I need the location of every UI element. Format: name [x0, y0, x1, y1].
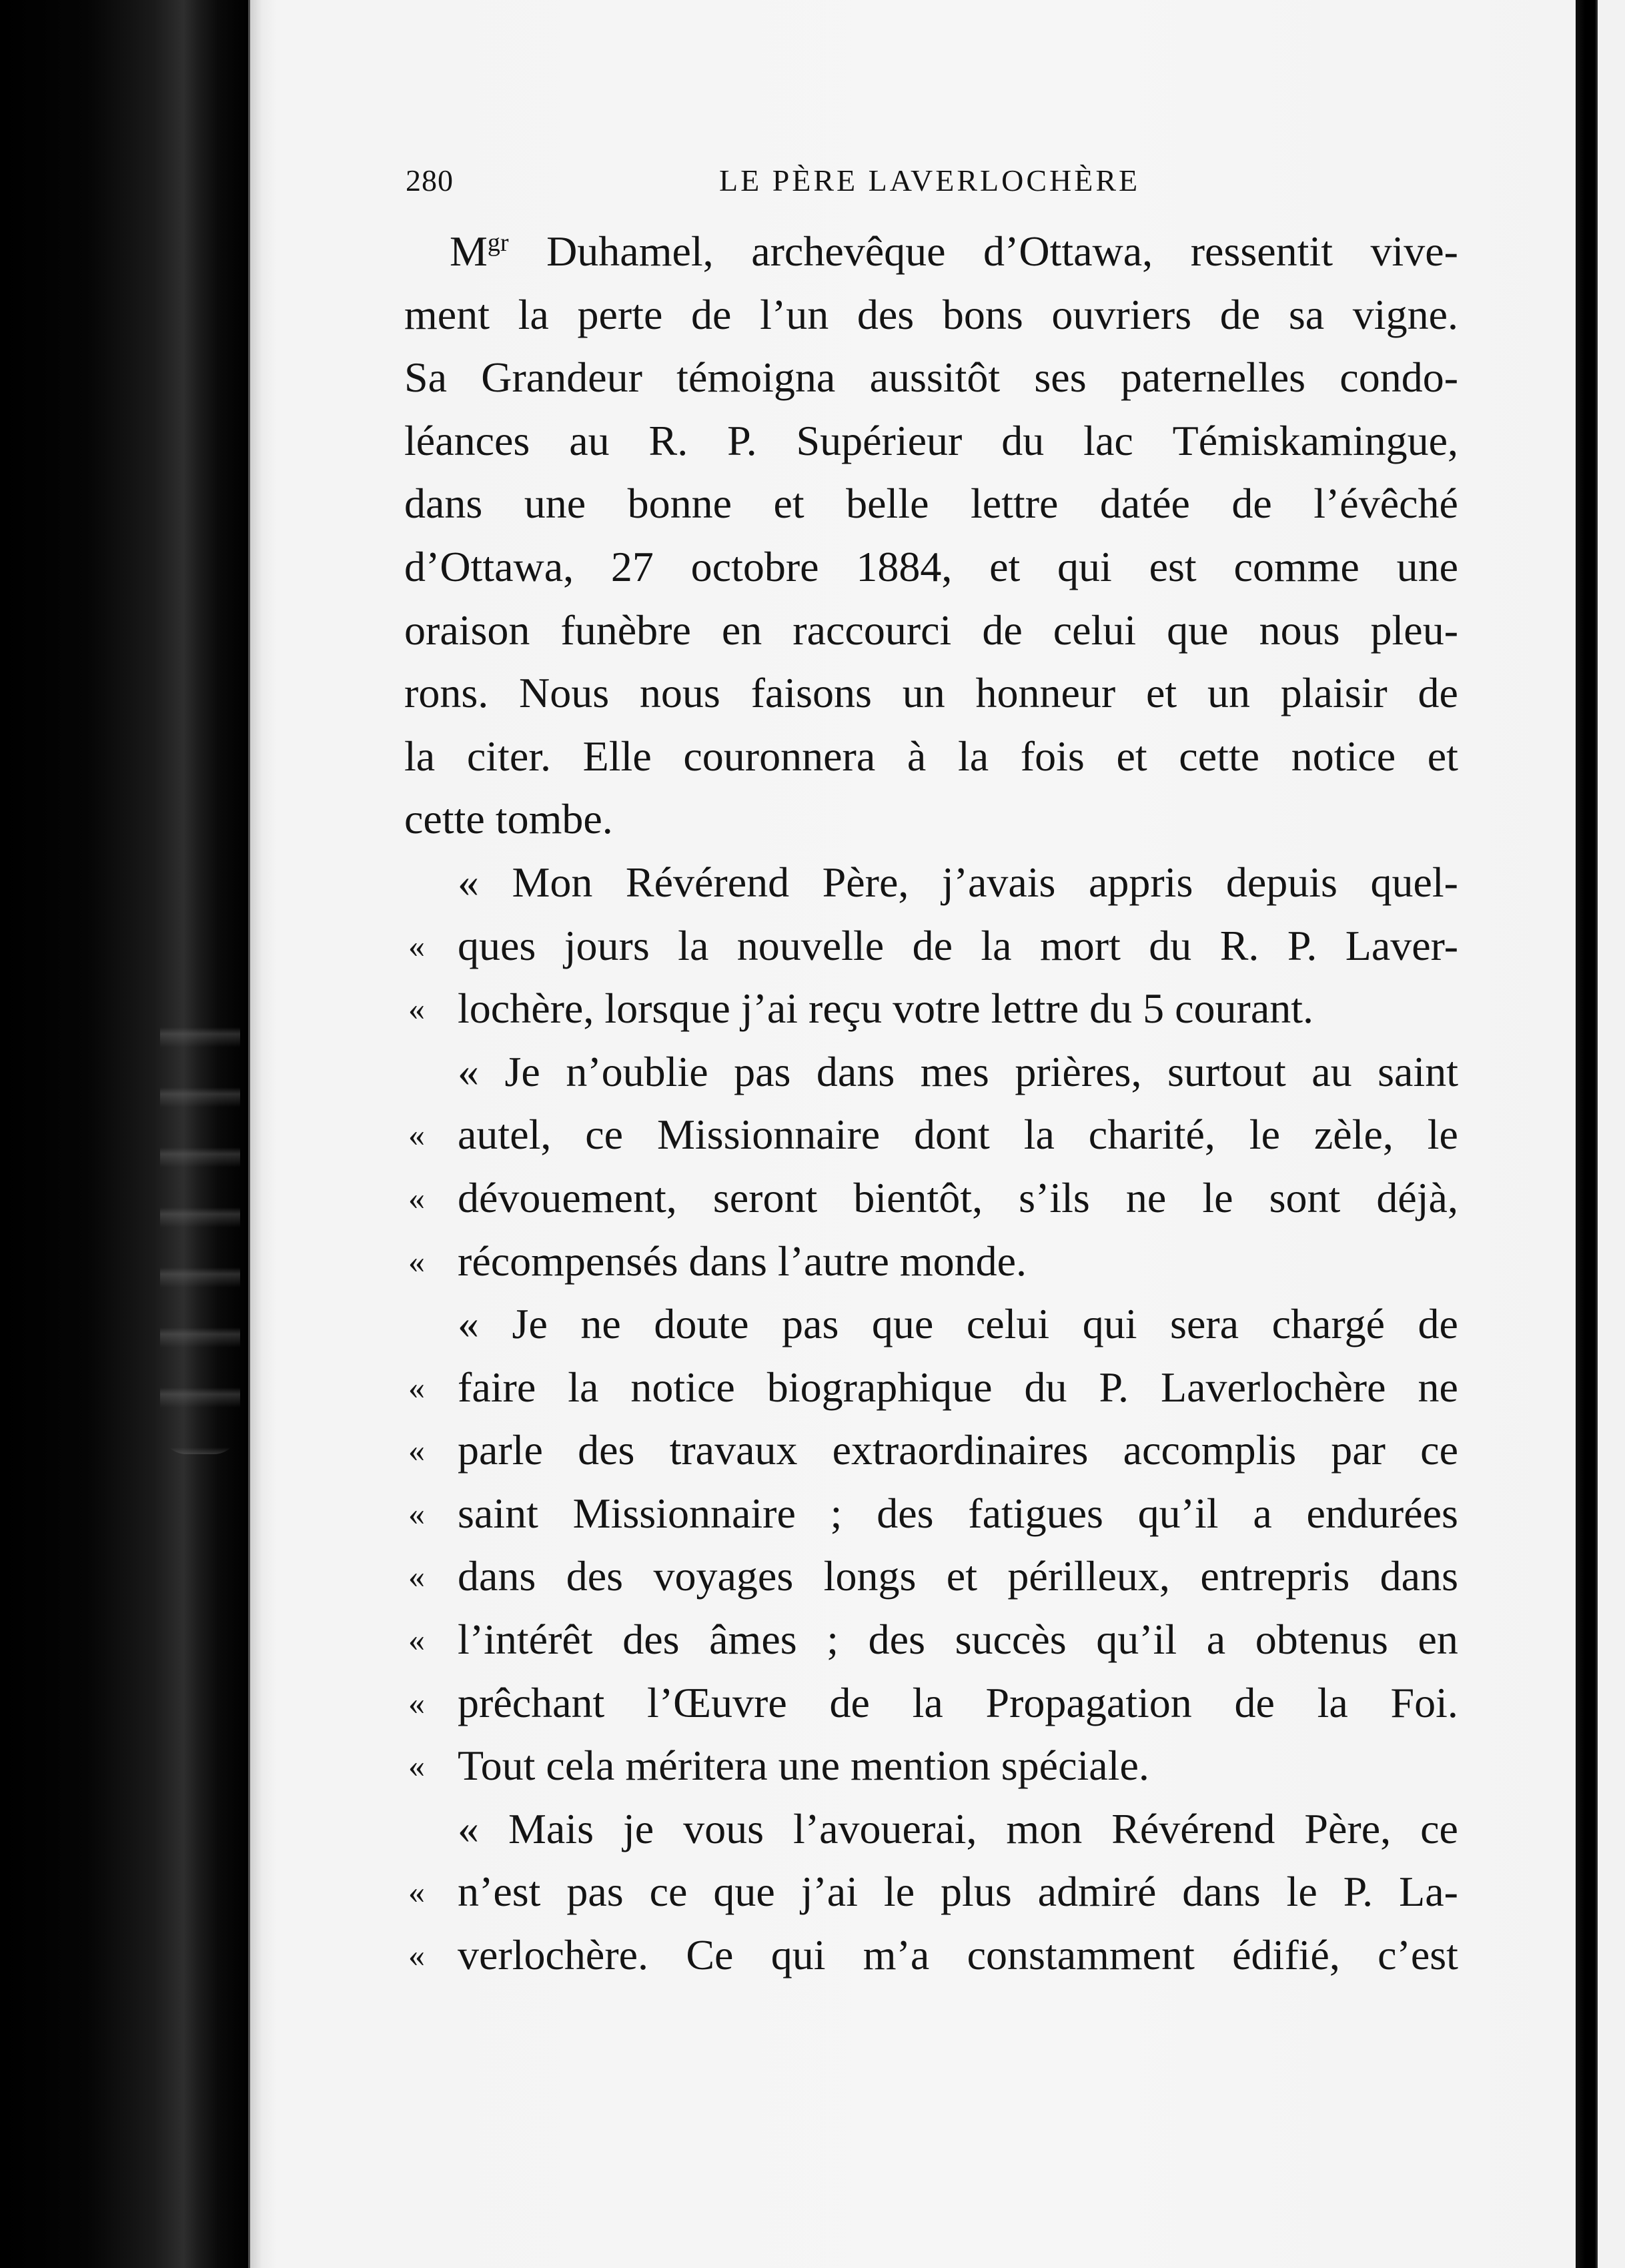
word: dans — [1182, 1868, 1261, 1916]
word: Supérieur — [796, 416, 963, 464]
word: octobre — [690, 542, 819, 590]
word: vous — [683, 1804, 764, 1852]
line-text: Tout cela méritera une mention spéciale. — [458, 1742, 1149, 1790]
text-line — [404, 284, 1458, 347]
word: lac — [1083, 416, 1133, 464]
word: Laver- — [1345, 921, 1458, 969]
word: aussitôt — [869, 354, 1001, 402]
word: succès — [955, 1616, 1067, 1664]
abbrev-prefix: M — [450, 227, 488, 275]
word: Foi. — [1390, 1678, 1458, 1726]
quote-mark: « — [408, 1242, 425, 1280]
word: la — [957, 732, 989, 780]
word: bons — [942, 290, 1023, 338]
word: condo- — [1339, 354, 1458, 402]
word: m’a — [863, 1931, 930, 1979]
word: appris — [1088, 858, 1193, 906]
word: des — [868, 1616, 925, 1664]
word: nous — [1259, 606, 1340, 654]
text-line — [404, 1230, 1458, 1293]
word: parle — [458, 1426, 543, 1474]
text-line — [404, 725, 1458, 788]
word: Témiskamingue, — [1172, 416, 1458, 464]
word: ressentit — [1190, 227, 1333, 275]
word: du — [1149, 921, 1192, 969]
word: Grandeur — [481, 354, 642, 402]
word: cette — [1179, 732, 1260, 780]
word: dévouement, — [458, 1173, 677, 1221]
text-line — [404, 1103, 1458, 1167]
word: le — [1202, 1173, 1233, 1221]
word: Laverlochère — [1160, 1363, 1386, 1411]
word: autel, — [458, 1111, 552, 1159]
quote-mark: « — [408, 1116, 425, 1154]
word: Révérend — [1111, 1804, 1275, 1852]
word: témoigna — [676, 354, 836, 402]
word: zèle, — [1313, 1111, 1394, 1159]
word: oraison — [404, 606, 530, 654]
word: des — [877, 1489, 934, 1537]
word: des — [578, 1426, 635, 1474]
word: pas — [782, 1300, 839, 1348]
word: que — [871, 1300, 934, 1348]
word: « — [458, 1047, 479, 1095]
word: la — [1317, 1678, 1348, 1726]
word: dans — [458, 1552, 536, 1600]
quote-mark: « — [408, 1558, 425, 1596]
word: au — [569, 416, 610, 464]
word: bientôt, — [853, 1173, 983, 1221]
word: seront — [712, 1173, 818, 1221]
text-line — [404, 1041, 1458, 1104]
word: qui — [770, 1931, 826, 1979]
word: ; — [827, 1616, 839, 1664]
line-text: récompensés dans l’autre monde. — [458, 1237, 1027, 1285]
word: léances — [404, 416, 530, 464]
word: mes — [920, 1047, 989, 1095]
word: d’Ottawa, — [404, 542, 574, 590]
word: prières, — [1015, 1047, 1142, 1095]
word: ; — [830, 1489, 843, 1537]
text-line — [404, 788, 1458, 851]
word: des — [622, 1616, 680, 1664]
text-line — [404, 472, 1458, 536]
word: qui — [1082, 1300, 1137, 1348]
text-line — [404, 346, 1458, 410]
quote-mark: « — [408, 1873, 425, 1911]
word: qu’il — [1137, 1489, 1219, 1537]
word: j’avais — [941, 858, 1056, 906]
word: la — [678, 921, 709, 969]
word: et — [1145, 669, 1177, 717]
word: Missionnaire — [656, 1111, 881, 1159]
word: que — [1167, 606, 1229, 654]
word: par — [1331, 1426, 1386, 1474]
word: à — [907, 732, 927, 780]
word: P. — [1099, 1363, 1129, 1411]
word: et — [1427, 732, 1458, 780]
word: « — [458, 1300, 479, 1348]
page-number: 280 — [406, 163, 454, 197]
word: la — [568, 1363, 599, 1411]
word: un — [902, 669, 945, 717]
word: nous — [639, 669, 720, 717]
word: Propagation — [985, 1678, 1192, 1726]
word: 27 — [610, 542, 654, 590]
word: plus — [941, 1868, 1012, 1916]
word: fois — [1020, 732, 1085, 780]
word: ne — [1418, 1363, 1458, 1411]
word: mon — [1006, 1804, 1083, 1852]
word: édifié, — [1232, 1931, 1340, 1979]
word: fatigues — [968, 1489, 1103, 1537]
word: Mon — [512, 858, 593, 906]
word: P. — [727, 416, 757, 464]
word: mort — [1040, 921, 1121, 969]
word: notice — [630, 1363, 735, 1411]
word: l’intérêt — [458, 1616, 593, 1664]
word: et — [1116, 732, 1147, 780]
word: accomplis — [1123, 1426, 1297, 1474]
word: P. — [1287, 921, 1317, 969]
word: verlochère. — [458, 1931, 649, 1979]
word: R. — [648, 416, 688, 464]
word: de — [912, 921, 953, 969]
word: dans — [816, 1047, 895, 1095]
word: saint — [458, 1489, 538, 1537]
word: charité, — [1088, 1111, 1215, 1159]
running-title: LE PÈRE LAVERLOCHÈRE — [719, 163, 1141, 197]
word: quel- — [1370, 858, 1458, 906]
running-header — [406, 157, 1456, 204]
word: vigne. — [1352, 290, 1458, 338]
word: en — [721, 606, 762, 654]
word: Missionnaire — [572, 1489, 796, 1537]
word: une — [524, 480, 586, 528]
superscript: gr — [487, 229, 509, 257]
word: Mais — [508, 1804, 594, 1852]
word: en — [1418, 1616, 1458, 1664]
word: Nous — [519, 669, 610, 717]
word: Je — [512, 1300, 548, 1348]
quote-mark: « — [408, 1179, 425, 1217]
word: la — [912, 1678, 943, 1726]
word: ses — [1034, 354, 1087, 402]
word: paternelles — [1120, 354, 1306, 402]
word: perte — [577, 290, 663, 338]
word: longs — [823, 1552, 917, 1600]
word: notice — [1291, 732, 1396, 780]
word: ce — [1420, 1804, 1458, 1852]
word: endurées — [1306, 1489, 1458, 1537]
word: datée — [1099, 480, 1190, 528]
word: obtenus — [1255, 1616, 1388, 1664]
word: un — [1207, 669, 1250, 717]
word: ne — [1125, 1173, 1167, 1221]
text-line — [404, 1419, 1458, 1482]
text-line — [404, 915, 1458, 978]
word: 1884, — [856, 542, 953, 590]
word: ouvriers — [1051, 290, 1192, 338]
next-page-edge — [1596, 0, 1625, 2268]
word: s’ils — [1019, 1173, 1090, 1221]
word: des — [857, 290, 915, 338]
word: raccourci — [792, 606, 952, 654]
word: saint — [1378, 1047, 1458, 1095]
text-line — [404, 1482, 1458, 1546]
text-line — [404, 599, 1458, 662]
word: ce — [1420, 1426, 1458, 1474]
word: bonne — [627, 480, 732, 528]
word: comme — [1233, 542, 1360, 590]
word: lettre — [970, 480, 1059, 528]
word: La- — [1399, 1868, 1458, 1916]
word: pas — [566, 1868, 624, 1916]
word: ment — [404, 290, 490, 338]
word: ques — [458, 921, 536, 969]
text-line — [404, 1672, 1458, 1735]
word: déjà, — [1376, 1173, 1458, 1221]
word: celui — [1053, 606, 1137, 654]
word: admiré — [1037, 1868, 1157, 1916]
word: « — [458, 858, 479, 906]
word: n’oublie — [566, 1047, 708, 1095]
quote-mark: « — [408, 990, 425, 1028]
word: a — [1253, 1489, 1272, 1537]
line-text: lochère, lorsque j’ai reçu votre lettre du 5 courant. — [458, 985, 1313, 1033]
word: Ce — [686, 1931, 734, 1979]
text-line — [404, 1356, 1458, 1420]
word: la — [981, 921, 1012, 969]
word: faire — [458, 1363, 536, 1411]
word: la — [518, 290, 549, 338]
text-line — [404, 220, 1458, 284]
word: Je — [504, 1047, 540, 1095]
word: doute — [654, 1300, 749, 1348]
word: du — [1024, 1363, 1067, 1411]
word: de — [1219, 290, 1261, 338]
word: belle — [846, 480, 929, 528]
word: sera — [1170, 1300, 1239, 1348]
word: je — [622, 1804, 654, 1852]
word: de — [1418, 1300, 1458, 1348]
text-line — [404, 977, 1458, 1041]
word: l’un — [760, 290, 829, 338]
word: prêchant — [458, 1678, 605, 1726]
line-text: cette tombe. — [404, 795, 613, 843]
book-spine-shadow — [0, 0, 248, 2268]
word: jours — [564, 921, 650, 969]
word — [450, 220, 509, 284]
word: biographique — [766, 1363, 993, 1411]
word: travaux — [669, 1426, 798, 1474]
text-line — [404, 536, 1458, 599]
word: « — [458, 1804, 479, 1852]
word: la — [1023, 1111, 1055, 1159]
word: archevêque — [751, 227, 946, 275]
word: ce — [649, 1868, 688, 1916]
word: de — [1418, 669, 1458, 717]
word: surtout — [1167, 1047, 1286, 1095]
text-line — [404, 1798, 1458, 1861]
text-line — [404, 1860, 1458, 1924]
text-line — [404, 1734, 1458, 1798]
word: et — [773, 480, 804, 528]
word: qu’il — [1096, 1616, 1177, 1664]
word: sa — [1288, 290, 1325, 338]
word: vive- — [1370, 227, 1458, 275]
word: Père, — [1304, 1804, 1392, 1852]
word: Père, — [822, 858, 909, 906]
word: de — [1231, 480, 1272, 528]
word: l’Œuvre — [647, 1678, 787, 1726]
word: chargé — [1271, 1300, 1385, 1348]
word: plaisir — [1280, 669, 1388, 717]
quote-mark: « — [408, 1936, 425, 1974]
word: de — [982, 606, 1023, 654]
word: c’est — [1378, 1931, 1458, 1979]
word: la — [404, 732, 436, 780]
word: une — [1396, 542, 1458, 590]
text-line — [404, 1608, 1458, 1672]
word: de — [1234, 1678, 1275, 1726]
word: ne — [580, 1300, 621, 1348]
word: le — [883, 1868, 915, 1916]
word: a — [1206, 1616, 1226, 1664]
word: j’ai — [800, 1868, 858, 1916]
word: Révérend — [625, 858, 790, 906]
word: d’Ottawa, — [983, 227, 1153, 275]
word: depuis — [1225, 858, 1337, 906]
word: dont — [914, 1111, 990, 1159]
word: le — [1427, 1111, 1458, 1159]
word: l’évêché — [1313, 480, 1458, 528]
word: Sa — [404, 354, 447, 402]
word: extraordinaires — [832, 1426, 1089, 1474]
word: l’avouerai, — [793, 1804, 977, 1852]
word: couronnera — [683, 732, 876, 780]
text-line — [404, 1293, 1458, 1356]
spine-wear-marks — [160, 987, 240, 1454]
quote-mark: « — [408, 1747, 425, 1785]
text-line — [404, 1924, 1458, 1987]
quote-mark: « — [408, 1432, 425, 1470]
word: pleu- — [1370, 606, 1458, 654]
word: R. — [1219, 921, 1259, 969]
word: est — [1149, 542, 1197, 590]
word: honneur — [975, 669, 1116, 717]
word: et — [946, 1552, 977, 1600]
text-line — [404, 1167, 1458, 1230]
word: qui — [1057, 542, 1112, 590]
word: voyages — [653, 1552, 794, 1600]
word: que — [713, 1868, 775, 1916]
quote-mark: « — [408, 1494, 425, 1532]
quote-mark: « — [408, 1368, 425, 1406]
word: et — [989, 542, 1021, 590]
word: le — [1249, 1111, 1280, 1159]
quote-mark: « — [408, 927, 425, 965]
word: âmes — [709, 1616, 797, 1664]
word: P. — [1343, 1868, 1374, 1916]
word: nouvelle — [736, 921, 885, 969]
quote-mark: « — [408, 1621, 425, 1659]
word: n’est — [458, 1868, 541, 1916]
word: le — [1286, 1868, 1317, 1916]
text-line — [404, 410, 1458, 473]
word: faisons — [750, 669, 872, 717]
word: entrepris — [1200, 1552, 1350, 1600]
word: ce — [585, 1111, 624, 1159]
word: dans — [1380, 1552, 1458, 1600]
word: rons. — [404, 669, 489, 717]
word: citer. — [466, 732, 551, 780]
word: de — [829, 1678, 870, 1726]
word: celui — [966, 1300, 1050, 1348]
page-body-text — [404, 220, 1458, 1987]
word: sont — [1269, 1173, 1341, 1221]
word: pas — [734, 1047, 791, 1095]
word: du — [1001, 416, 1045, 464]
word: dans — [404, 480, 483, 528]
word: Elle — [582, 732, 652, 780]
word: Duhamel, — [546, 227, 714, 275]
text-line — [404, 851, 1458, 915]
text-line — [404, 1545, 1458, 1608]
word: périlleux, — [1007, 1552, 1170, 1600]
text-line — [404, 662, 1458, 725]
word: constamment — [967, 1931, 1195, 1979]
word: funèbre — [560, 606, 691, 654]
word: au — [1311, 1047, 1352, 1095]
word: de — [691, 290, 732, 338]
word: des — [566, 1552, 624, 1600]
quote-mark: « — [408, 1684, 425, 1722]
